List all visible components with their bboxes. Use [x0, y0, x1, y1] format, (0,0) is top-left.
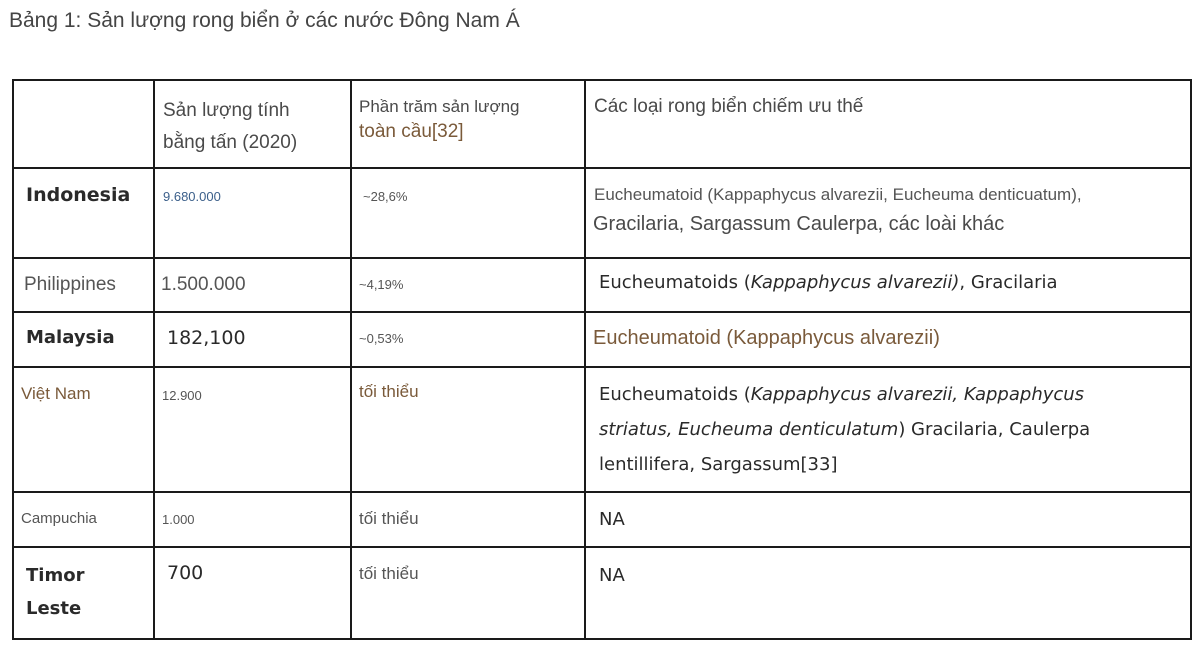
types-text: NA	[599, 509, 625, 530]
country-cell	[13, 258, 154, 312]
percent-value: ~0,53%	[359, 331, 404, 346]
types-text-italic: Kappaphycus alvarezii)	[750, 272, 960, 293]
table-row	[13, 547, 1191, 639]
country-cell	[13, 492, 154, 547]
country-cell	[13, 312, 154, 367]
table-row	[13, 367, 1191, 492]
country-name: Philippines	[24, 274, 116, 295]
production-cell	[154, 547, 351, 639]
country-name-line1: Timor	[26, 565, 85, 586]
percent-value: ~4,19%	[359, 277, 404, 292]
percent-cell	[351, 367, 585, 492]
table-caption: Bảng 1: Sản lượng rong biển ở các nước Đông Nam Á	[9, 9, 520, 32]
types-text-line1: Eucheumatoid (Kappaphycus alvarezii, Eucheuma denticuatum),	[594, 185, 1082, 204]
country-cell	[13, 367, 154, 492]
table-header-row	[13, 80, 1191, 168]
header-production-label-line2: bằng tấn (2020)	[163, 132, 298, 153]
production-cell	[154, 258, 351, 312]
table-row	[13, 258, 1191, 312]
types-text-part: Eucheumatoids (	[599, 272, 751, 293]
types-text-italic: striatus, Eucheuma denticulatum	[599, 419, 899, 440]
production-cell	[154, 492, 351, 547]
types-cell	[585, 258, 1191, 312]
production-value: 12.900	[162, 388, 202, 403]
header-percent-cell	[351, 80, 585, 168]
header-production-cell	[154, 80, 351, 168]
country-cell	[13, 547, 154, 639]
percent-cell	[351, 312, 585, 367]
percent-value: ~28,6%	[363, 189, 408, 204]
production-value: 1.000	[162, 512, 195, 527]
country-name: Campuchia	[21, 510, 97, 527]
types-text-part: ) Gracilaria, Caulerpa	[898, 419, 1091, 440]
production-cell	[154, 367, 351, 492]
production-value: 9.680.000	[163, 189, 221, 204]
percent-cell	[351, 258, 585, 312]
types-text	[586, 259, 1190, 300]
types-cell	[585, 492, 1191, 547]
header-production-label-line1: Sản lượng tính	[163, 100, 290, 121]
seaweed-production-table	[12, 79, 1192, 640]
production-cell	[154, 312, 351, 367]
country-name: Indonesia	[26, 184, 131, 206]
types-text-line2: Gracilaria, Sargassum Caulerpa, các loài khác	[593, 213, 1005, 235]
percent-cell	[351, 168, 585, 258]
table-row	[13, 312, 1191, 367]
types-cell	[585, 547, 1191, 639]
header-percent-label-line1: Phần trăm sản lượng	[359, 97, 520, 116]
types-text-part: lentillifera, Sargassum[33]	[599, 454, 838, 475]
types-cell	[585, 312, 1191, 367]
country-name: Malaysia	[26, 327, 115, 348]
percent-cell	[351, 547, 585, 639]
header-percent-label-line2: toàn cầu[32]	[359, 121, 464, 142]
percent-value: tối thiểu	[359, 564, 419, 583]
percent-cell	[351, 492, 585, 547]
country-name: Việt Nam	[21, 384, 91, 403]
header-country-cell	[13, 80, 154, 168]
country-cell	[13, 168, 154, 258]
types-text	[586, 368, 1190, 482]
table-row	[13, 492, 1191, 547]
country-name-line2: Leste	[26, 598, 82, 619]
types-text-italic: Kappaphycus alvarezii, Kappaphycus	[750, 384, 1085, 405]
header-types-cell	[585, 80, 1191, 168]
types-text: NA	[599, 565, 625, 586]
percent-value: tối thiểu	[359, 382, 419, 401]
types-cell	[585, 367, 1191, 492]
types-text-part: , Gracilaria	[959, 272, 1058, 293]
production-value: 182,100	[167, 327, 246, 349]
table-row	[13, 168, 1191, 258]
production-value: 1.500.000	[161, 274, 246, 295]
production-value: 700	[167, 562, 204, 584]
percent-value: tối thiểu	[359, 509, 419, 528]
types-text: Eucheumatoid (Kappaphycus alvarezii)	[593, 327, 940, 349]
country-name	[14, 548, 153, 625]
types-cell	[585, 168, 1191, 258]
production-cell	[154, 168, 351, 258]
header-types-label: Các loại rong biển chiếm ưu thế	[594, 96, 864, 117]
types-text-part: Eucheumatoids (	[599, 384, 751, 405]
